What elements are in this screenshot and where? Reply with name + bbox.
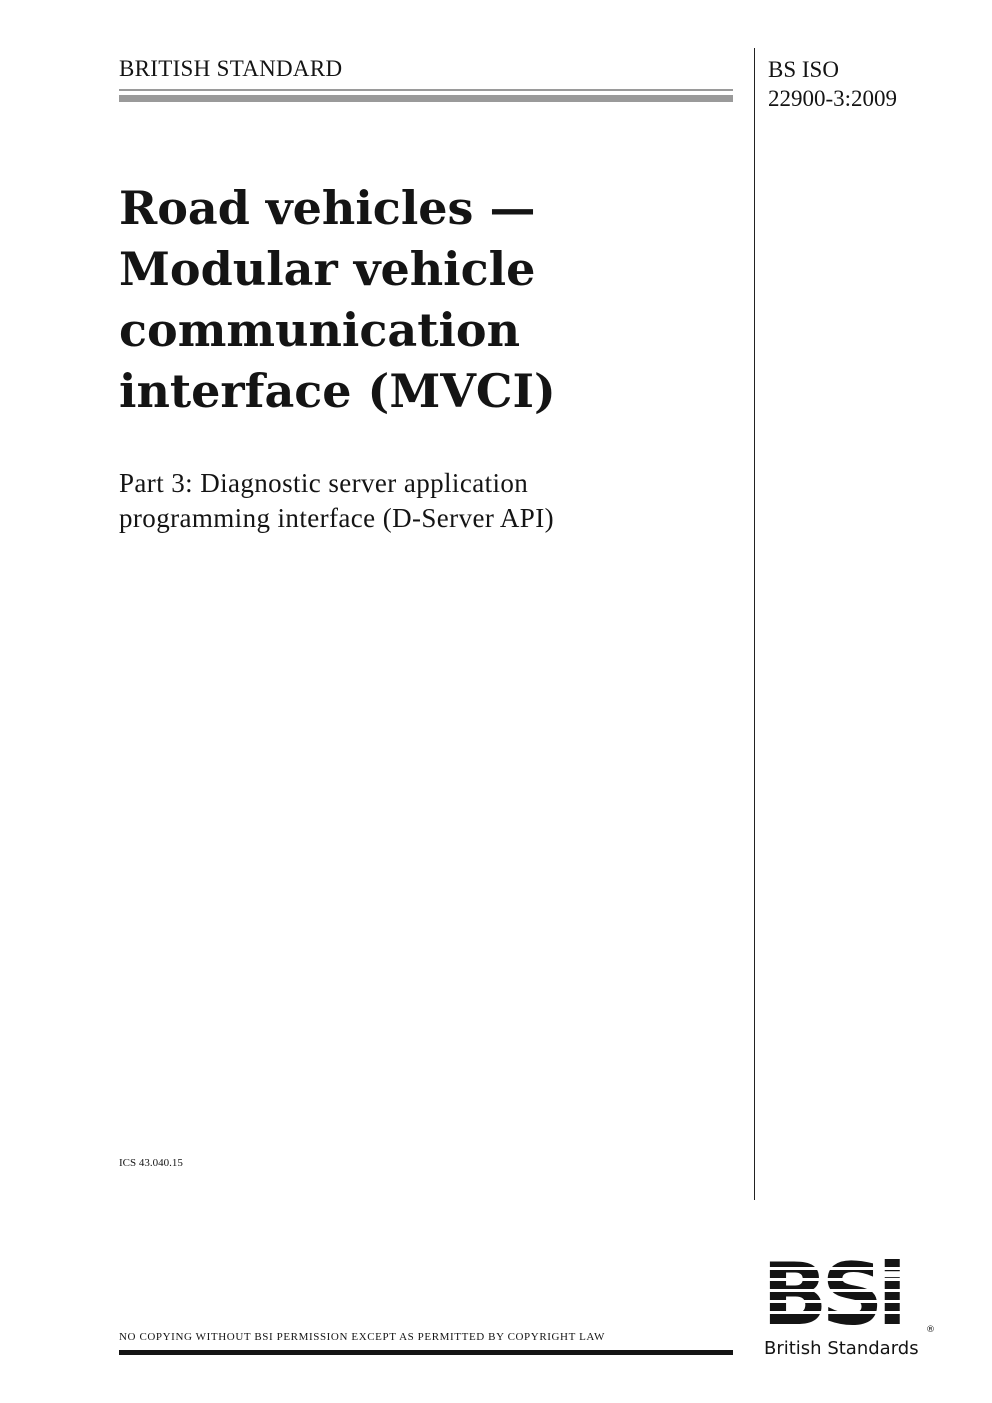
registered-mark: ® — [926, 1325, 935, 1335]
subtitle-line: programming interface (D-Server API) — [119, 503, 554, 533]
standard-number-prefix: BS ISO — [768, 57, 839, 82]
copyright-notice: NO COPYING WITHOUT BSI PERMISSION EXCEPT AS PERMITTED BY COPYRIGHT LAW — [119, 1331, 606, 1343]
subtitle — [119, 466, 739, 536]
main-title-line: Road vehicles — — [119, 181, 536, 235]
subtitle-line: Part 3: Diagnostic server application — [119, 468, 529, 498]
vertical-divider — [754, 48, 755, 1200]
standard-number: 22900-3:2009 — [768, 86, 898, 111]
header-rule-thick — [119, 95, 733, 102]
main-title-line: interface (MVCI) — [119, 364, 556, 418]
footer-rule — [119, 1350, 733, 1355]
main-title — [119, 178, 739, 422]
header-rule-thin — [119, 89, 733, 91]
document-type-label: BRITISH STANDARD — [119, 56, 343, 81]
main-title-line: Modular vehicle — [119, 242, 536, 296]
logo-caption: British Standards — [764, 1338, 919, 1359]
main-title-line: communication — [119, 303, 521, 357]
ics-code: ICS 43.040.15 — [119, 1157, 183, 1169]
